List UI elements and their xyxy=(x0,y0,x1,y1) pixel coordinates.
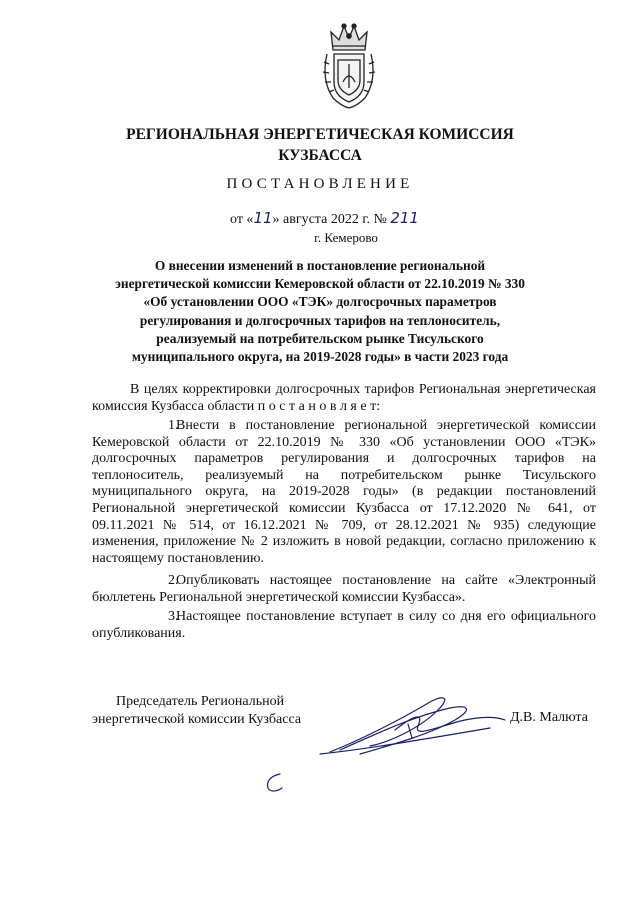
item-number: 2. xyxy=(168,573,179,588)
signatory-title-line-1: Председатель Региональной xyxy=(116,694,285,709)
item-2-paragraph xyxy=(92,573,596,606)
city: г. Кемерово xyxy=(314,230,378,245)
item-1-paragraph xyxy=(92,418,596,567)
date-month-year: » августа 2022 г. № xyxy=(272,212,387,227)
organization-line-1: РЕГИОНАЛЬНАЯ ЭНЕРГЕТИЧЕСКАЯ КОМИССИЯ xyxy=(126,126,514,143)
subject-line: О внесении изменений в постановление региональной xyxy=(154,258,486,273)
subject-line: регулирования и долгосрочных тарифов на теплоноситель, xyxy=(139,312,501,328)
item-text: Опубликовать настоящее постановление на сайте «Электронный бюллетень Региональной энергетической комиссии Кузбасса». xyxy=(92,573,596,605)
subject-line: энергетической комиссии Кемеровской области от 22.10.2019 № 330 xyxy=(115,276,525,292)
coat-of-arms-icon xyxy=(319,22,379,110)
signatory-title-line-2: энергетической комиссии Кузбасса xyxy=(92,712,302,727)
preamble-paragraph: В целях корректировки долгосрочных тарифов Региональная энергетическая комиссия Кузбасса области п о с т а н о в л я е т: xyxy=(92,382,596,414)
item-text: Внести в постановление региональной энергетической комиссии Кемеровской области от 22.10.2019 № 330 «Об установлении ООО «ТЭК» долгосрочных параметров регулирования и долгосрочных тарифов на теплоноситель, реализуемый на потребительском рынке Тисульского муниципального округа, на 2019-2028 годы» (в редакции постановлений Региональной энергетической комиссии Кузбасса от 17.12.2020 № 641, от 09.11.2021 № 514, от 16.12.2021 № 709, от 28.12.2021 № 935) следующие изменения, приложение № 2 изложить в новой редакции, согласно приложению к настоящему постановлению. xyxy=(92,418,596,566)
subject-line: реализуемый на потребительском рынке Тисульского xyxy=(156,330,484,346)
date-day: 11 xyxy=(253,209,273,227)
item-number: 1. xyxy=(168,418,179,433)
organization-line-2: КУЗБАССА xyxy=(278,147,362,164)
signatory-name: Д.В. Малюта xyxy=(510,710,588,725)
document-subject xyxy=(70,257,570,366)
document-type: ПОСТАНОВЛЕНИЕ xyxy=(226,176,414,192)
subject-line: «Об установлении ООО «ТЭК» долгосрочных параметров xyxy=(143,294,497,310)
document-date-line xyxy=(230,209,419,228)
date-prefix: от « xyxy=(230,212,254,227)
document-number: 211 xyxy=(390,209,419,227)
item-text: Настоящее постановление вступает в силу со дня его официального опубликования. xyxy=(92,609,596,641)
subject-line: муниципального округа, на 2019-2028 годы» в части 2023 года xyxy=(131,349,509,365)
signatory-title xyxy=(92,693,301,729)
handwritten-signature xyxy=(300,680,520,810)
organization-name xyxy=(0,124,640,166)
item-3-paragraph xyxy=(92,609,596,642)
handwritten-mark xyxy=(262,770,288,794)
item-number: 3. xyxy=(168,609,179,624)
